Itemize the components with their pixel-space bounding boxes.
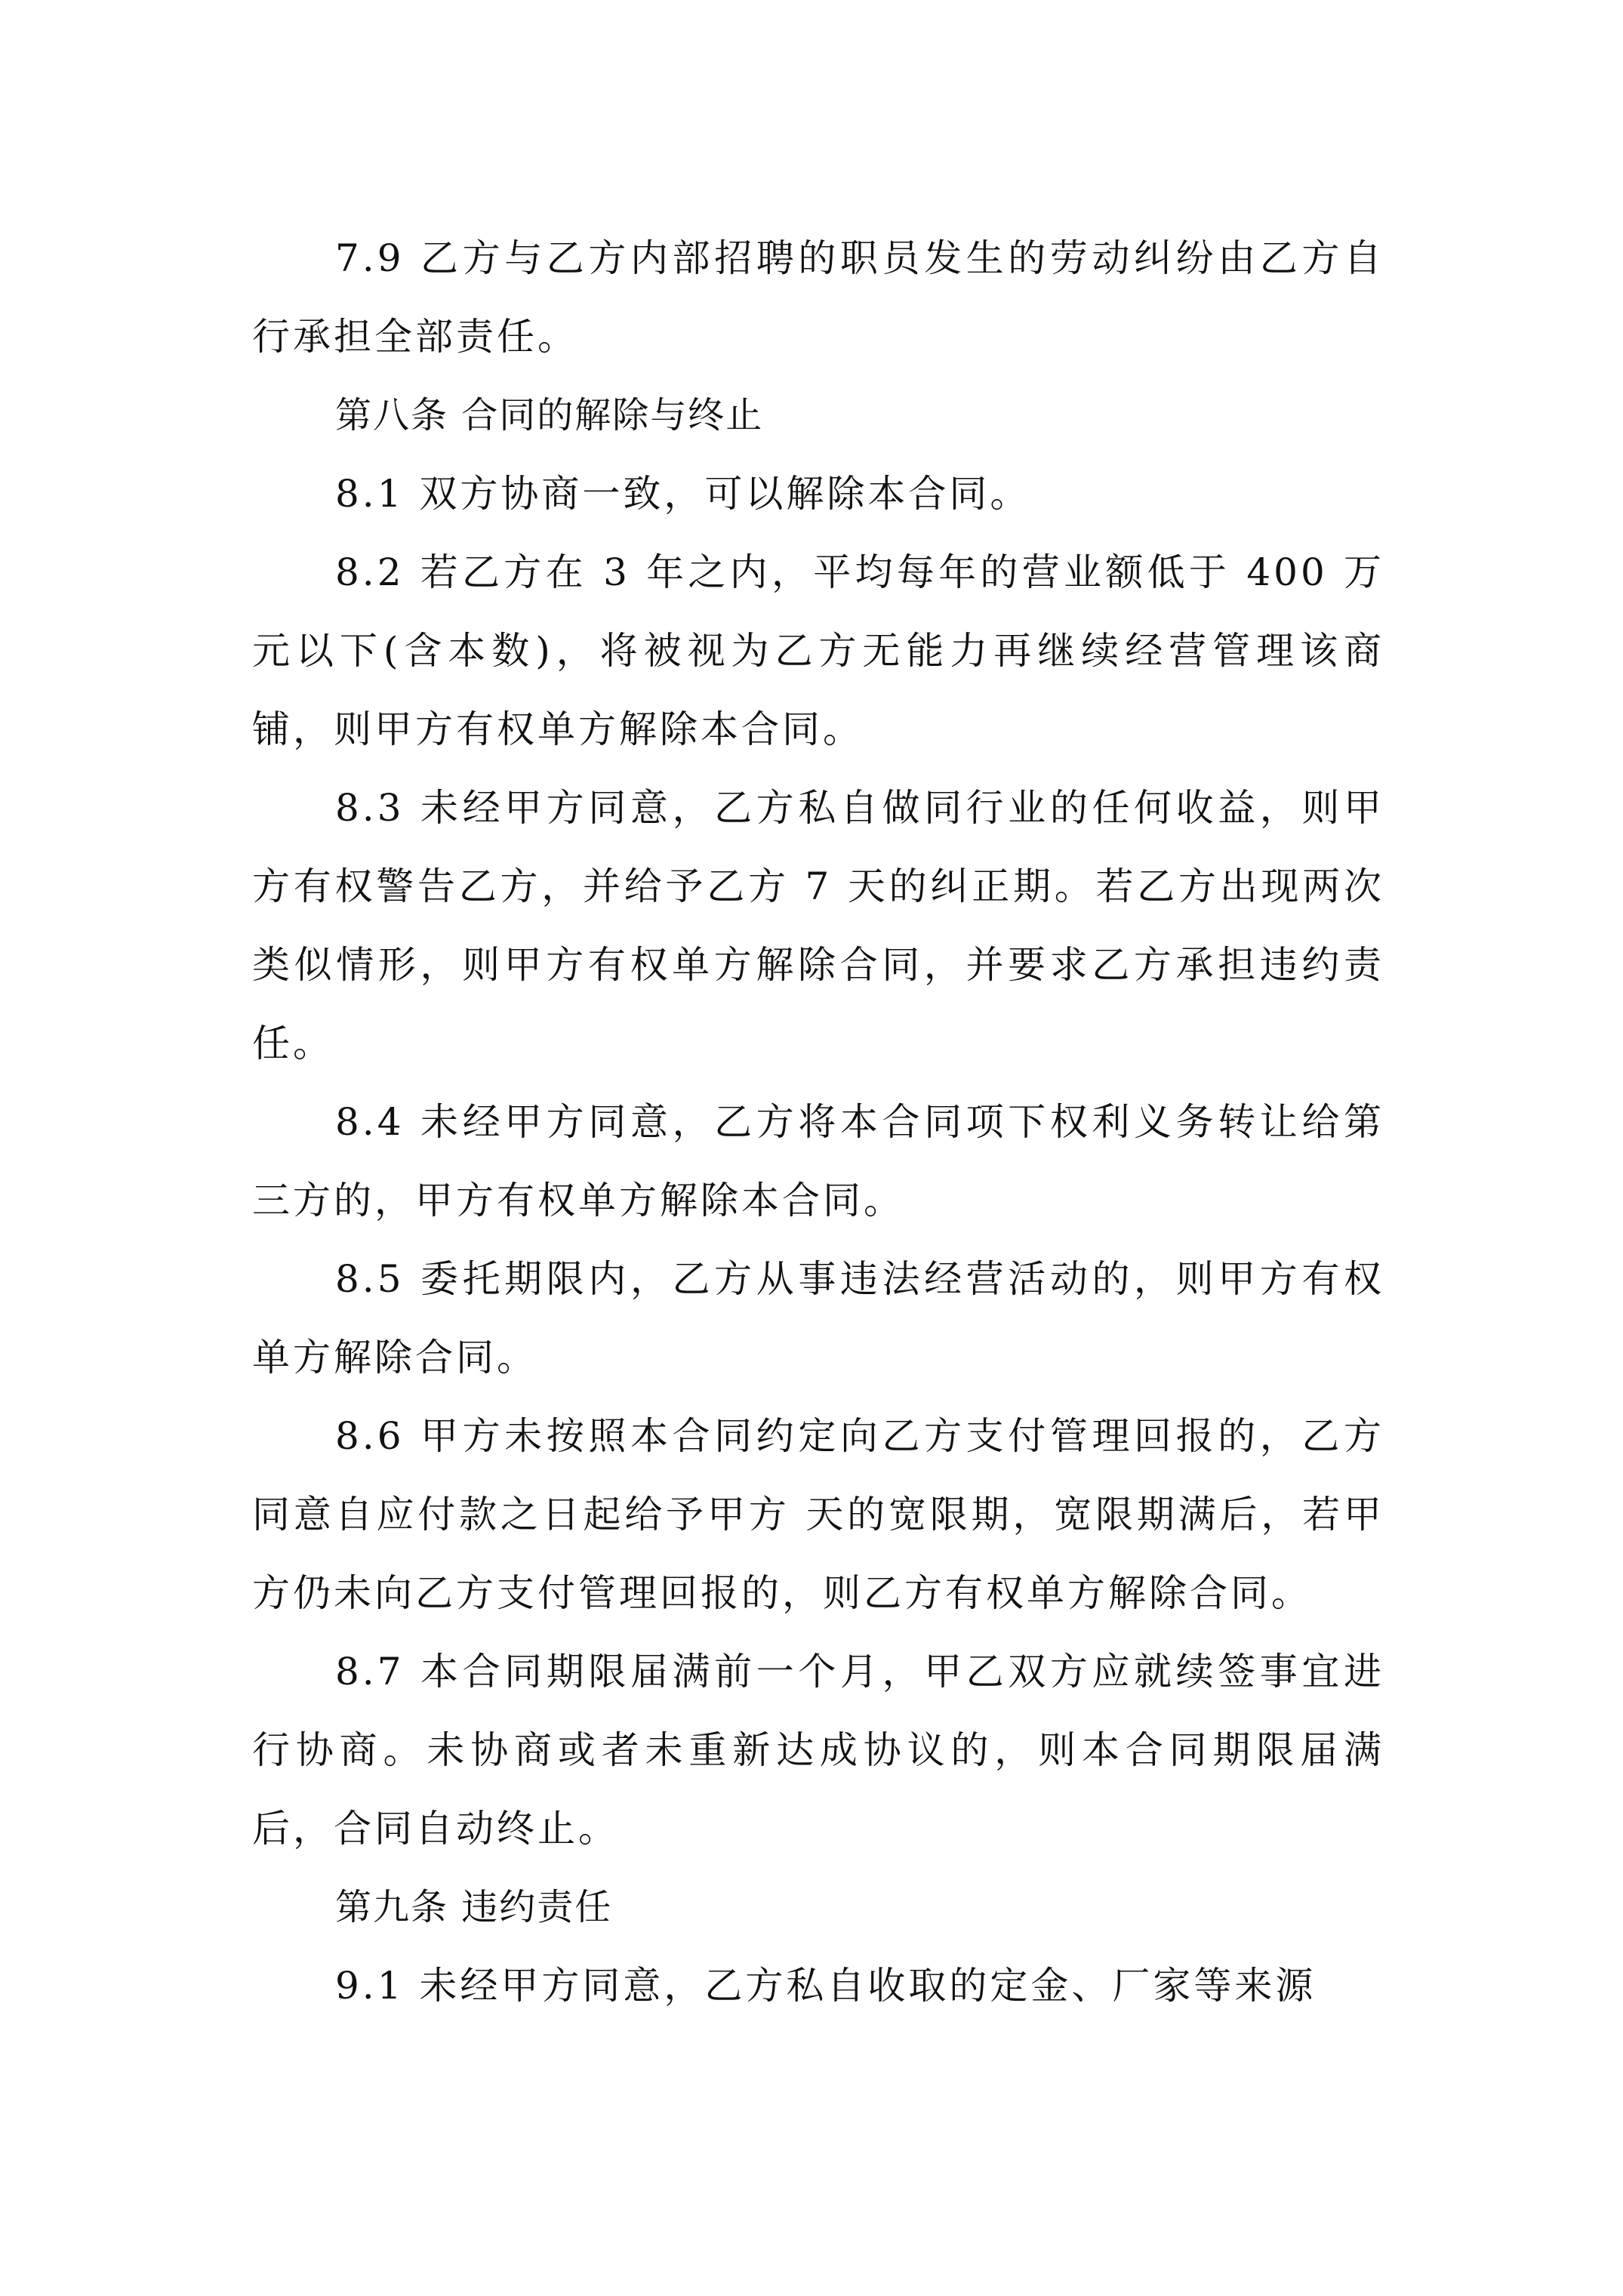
document-body (252, 219, 1384, 2025)
clause-8-3: 8.3 未经甲方同意，乙方私自做同行业的任何收益，则甲方有权警告乙方，并给予乙方 7 天的纠正期。若乙方出现两次类似情形，则甲方有权单方解除合同，并要求乙方承担违约责任。 (252, 786, 1384, 1065)
clause-8-6: 8.6 甲方未按照本合同约定向乙方支付管理回报的，乙方同意自应付款之日起给予甲方 天的宽限期，宽限期满后，若甲方仍未向乙方支付管理回报的，则乙方有权单方解除合同。 (252, 1414, 1384, 1615)
clause-7-9: 7.9 乙方与乙方内部招聘的职员发生的劳动纠纷由乙方自行承担全部责任。 (252, 236, 1384, 359)
article-9-heading: 第九条 违约责任 (335, 1886, 613, 1928)
clause-9-1: 9.1 未经甲方同意，乙方私自收取的定金、厂家等来源 (335, 1964, 1317, 2008)
clause-8-5: 8.5 委托期限内，乙方从事违法经营活动的，则甲方有权单方解除合同。 (252, 1257, 1384, 1379)
clause-8-4: 8.4 未经甲方同意，乙方将本合同项下权利义务转让给第三方的，甲方有权单方解除本合同。 (252, 1100, 1384, 1222)
clause-8-7: 8.7 本合同期限届满前一个月，甲乙双方应就续签事宜进行协商。未协商或者未重新达成协议的，则本合同期限届满后，合同自动终止。 (252, 1650, 1384, 1851)
clause-8-2: 8.2 若乙方在 3 年之内，平均每年的营业额低于 400 万元以下(含本数)，将被视为乙方无能力再继续经营管理该商铺，则甲方有权单方解除本合同。 (252, 550, 1384, 751)
clause-8-1: 8.1 双方协商一致，可以解除本合同。 (335, 472, 1031, 516)
article-8-heading: 第八条 合同的解除与终止 (335, 394, 764, 436)
